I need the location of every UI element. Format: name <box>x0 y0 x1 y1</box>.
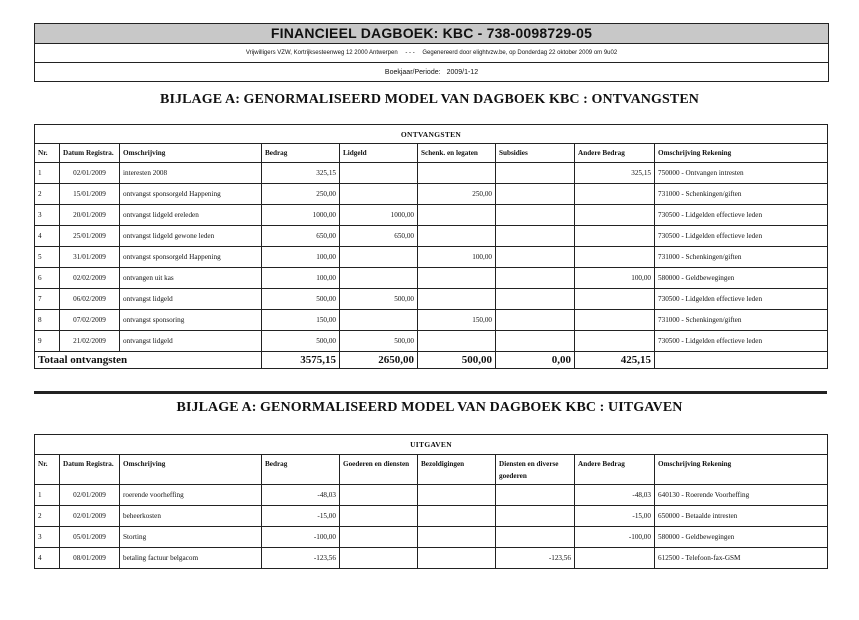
table-cell: -100,00 <box>575 527 655 548</box>
table-cell <box>575 247 655 268</box>
table-cell <box>418 331 496 352</box>
col-header: Omschrijving <box>120 455 262 485</box>
table-cell: 730500 - Lidgelden effectieve leden <box>655 226 828 247</box>
income-total-bedrag: 3575,15 <box>262 352 340 369</box>
table-cell: 325,15 <box>575 163 655 184</box>
table-cell: 20/01/2009 <box>60 205 120 226</box>
table-cell: 612500 - Telefoon-fax-GSM <box>655 548 828 569</box>
table-cell <box>496 226 575 247</box>
col-header: Datum Registra. <box>60 144 120 163</box>
table-cell: 05/01/2009 <box>60 527 120 548</box>
table-cell: 325,15 <box>262 163 340 184</box>
table-cell: 02/02/2009 <box>60 268 120 289</box>
table-cell: -48,03 <box>575 485 655 506</box>
income-total-subsidies: 0,00 <box>496 352 575 369</box>
table-cell <box>496 485 575 506</box>
table-cell: 731000 - Schenkingen/giften <box>655 247 828 268</box>
table-cell: -123,56 <box>496 548 575 569</box>
table-cell: 150,00 <box>262 310 340 331</box>
table-cell <box>496 506 575 527</box>
table-cell <box>575 548 655 569</box>
table-cell: 500,00 <box>262 289 340 310</box>
table-cell: 15/01/2009 <box>60 184 120 205</box>
table-cell: 100,00 <box>262 247 340 268</box>
table-cell: 7 <box>35 289 60 310</box>
table-cell: -15,00 <box>262 506 340 527</box>
table-cell <box>496 331 575 352</box>
income-row <box>35 310 828 331</box>
period-label: Boekjaar/Periode: <box>384 69 441 76</box>
col-header: Nr. <box>35 455 60 485</box>
table-cell: ontvangst lidgeld gewone leden <box>120 226 262 247</box>
table-cell: 750000 - Ontvangen intresten <box>655 163 828 184</box>
table-cell <box>418 506 496 527</box>
income-row <box>35 205 828 226</box>
income-row <box>35 268 828 289</box>
table-cell <box>575 226 655 247</box>
col-header: Omschrijving <box>120 144 262 163</box>
expenses-table <box>34 434 828 569</box>
col-header: Datum Registra. <box>60 455 120 485</box>
table-cell: ontvangst sponsorgeld Happening <box>120 184 262 205</box>
table-cell: 150,00 <box>418 310 496 331</box>
table-cell <box>496 184 575 205</box>
table-cell <box>340 163 418 184</box>
table-cell: 731000 - Schenkingen/giften <box>655 184 828 205</box>
table-cell: 730500 - Lidgelden effectieve leden <box>655 205 828 226</box>
table-cell <box>575 331 655 352</box>
table-cell: 250,00 <box>418 184 496 205</box>
income-section-title: BIJLAGE A: GENORMALISEERD MODEL VAN DAGBOEK KBC : ONTVANGSTEN <box>160 92 699 107</box>
table-cell: 731000 - Schenkingen/giften <box>655 310 828 331</box>
income-total-schenk: 500,00 <box>418 352 496 369</box>
table-cell: 08/01/2009 <box>60 548 120 569</box>
income-total-lidgeld: 2650,00 <box>340 352 418 369</box>
expenses-section-title: BIJLAGE A: GENORMALISEERD MODEL VAN DAGBOEK KBC : UITGAVEN <box>176 400 683 415</box>
table-cell <box>496 247 575 268</box>
table-cell: 31/01/2009 <box>60 247 120 268</box>
income-caption: ONTVANGSTEN <box>35 125 828 144</box>
table-cell <box>575 205 655 226</box>
table-cell <box>340 527 418 548</box>
table-cell: 500,00 <box>340 289 418 310</box>
table-cell: beheerkosten <box>120 506 262 527</box>
table-cell: 02/01/2009 <box>60 485 120 506</box>
table-cell <box>418 485 496 506</box>
table-cell: 640130 - Roerende Voorheffing <box>655 485 828 506</box>
table-cell: 3 <box>35 205 60 226</box>
table-cell: 650,00 <box>340 226 418 247</box>
table-cell: 1 <box>35 163 60 184</box>
col-header: Goederen en diensten <box>340 455 418 485</box>
table-cell <box>340 247 418 268</box>
table-cell <box>575 310 655 331</box>
table-cell: 650000 - Betaalde intresten <box>655 506 828 527</box>
table-cell: betaling factuur belgacom <box>120 548 262 569</box>
expense-row <box>35 548 828 569</box>
income-total-empty <box>655 352 828 369</box>
table-cell: 730500 - Lidgelden effectieve leden <box>655 331 828 352</box>
table-cell <box>340 268 418 289</box>
table-cell <box>575 289 655 310</box>
income-row <box>35 163 828 184</box>
table-cell: 100,00 <box>575 268 655 289</box>
income-total-andere: 425,15 <box>575 352 655 369</box>
table-cell: -100,00 <box>262 527 340 548</box>
table-cell <box>496 268 575 289</box>
table-cell: interesten 2008 <box>120 163 262 184</box>
table-cell <box>340 548 418 569</box>
col-header: Schenk. en legaten <box>418 144 496 163</box>
table-cell: 02/01/2009 <box>60 506 120 527</box>
section-divider <box>34 391 827 394</box>
table-cell: 6 <box>35 268 60 289</box>
table-cell: roerende voorheffing <box>120 485 262 506</box>
col-header: Diensten en diverse goederen <box>496 455 575 485</box>
table-cell: 1 <box>35 485 60 506</box>
table-cell <box>340 485 418 506</box>
table-cell <box>418 226 496 247</box>
table-cell <box>340 506 418 527</box>
table-cell: ontvangst sponsoring <box>120 310 262 331</box>
table-cell: 07/02/2009 <box>60 310 120 331</box>
table-cell: 8 <box>35 310 60 331</box>
table-cell <box>418 289 496 310</box>
table-cell: 3 <box>35 527 60 548</box>
table-cell: 730500 - Lidgelden effectieve leden <box>655 289 828 310</box>
col-header: Andere Bedrag <box>575 455 655 485</box>
table-cell: 9 <box>35 331 60 352</box>
table-cell <box>418 268 496 289</box>
table-cell: -123,56 <box>262 548 340 569</box>
table-cell: 2 <box>35 184 60 205</box>
org-address: Vrijwilligers VZW, Kortrijksesteenweg 12 2000 Antwerpen <box>245 50 398 56</box>
income-total-label: Totaal ontvangsten <box>35 352 262 369</box>
table-cell: 580000 - Geldbewegingen <box>655 268 828 289</box>
col-header: Bedrag <box>262 144 340 163</box>
table-cell <box>340 310 418 331</box>
journal-subtitle <box>35 44 828 63</box>
col-header: Andere Bedrag <box>575 144 655 163</box>
table-cell: ontvangen uit kas <box>120 268 262 289</box>
table-cell: -48,03 <box>262 485 340 506</box>
income-table <box>34 124 828 369</box>
col-header: Lidgeld <box>340 144 418 163</box>
col-header: Omschrijving Rekening <box>655 455 828 485</box>
table-cell: 100,00 <box>262 268 340 289</box>
table-cell <box>496 289 575 310</box>
table-cell: 650,00 <box>262 226 340 247</box>
table-cell <box>496 310 575 331</box>
table-cell: 4 <box>35 548 60 569</box>
table-cell: ontvangst lidgeld ereleden <box>120 205 262 226</box>
expense-row <box>35 527 828 548</box>
table-cell: -15,00 <box>575 506 655 527</box>
table-cell: 1000,00 <box>340 205 418 226</box>
table-cell: ontvangst lidgeld <box>120 331 262 352</box>
table-cell <box>418 163 496 184</box>
col-header: Omschrijving Rekening <box>655 144 828 163</box>
col-header: Subsidies <box>496 144 575 163</box>
table-cell: 250,00 <box>262 184 340 205</box>
table-cell <box>575 184 655 205</box>
table-cell <box>340 184 418 205</box>
income-row <box>35 184 828 205</box>
income-row <box>35 247 828 268</box>
table-cell: 580000 - Geldbewegingen <box>655 527 828 548</box>
period-value: 2009/1-12 <box>446 69 479 76</box>
table-cell <box>418 205 496 226</box>
table-cell <box>496 205 575 226</box>
table-cell: 25/01/2009 <box>60 226 120 247</box>
expense-row <box>35 506 828 527</box>
table-cell <box>418 548 496 569</box>
table-cell: Storting <box>120 527 262 548</box>
table-cell: ontvangst lidgeld <box>120 289 262 310</box>
period-line <box>35 63 828 82</box>
table-cell: 06/02/2009 <box>60 289 120 310</box>
table-cell: 100,00 <box>418 247 496 268</box>
table-cell: 1000,00 <box>262 205 340 226</box>
table-cell: 500,00 <box>340 331 418 352</box>
journal-header <box>34 23 829 82</box>
table-cell: ontvangst sponsorgeld Happening <box>120 247 262 268</box>
table-cell: 500,00 <box>262 331 340 352</box>
income-row <box>35 226 828 247</box>
table-cell: 21/02/2009 <box>60 331 120 352</box>
table-cell <box>496 163 575 184</box>
table-cell: 02/01/2009 <box>60 163 120 184</box>
subtitle-separator: - - - <box>405 50 415 56</box>
col-header: Nr. <box>35 144 60 163</box>
expense-row <box>35 485 828 506</box>
table-cell: 5 <box>35 247 60 268</box>
table-cell: 2 <box>35 506 60 527</box>
generated-note: Gegenereerd door elightvzw.be, op Donderdag 22 oktober 2009 om 9u02 <box>422 50 618 56</box>
table-cell <box>418 527 496 548</box>
table-cell <box>496 527 575 548</box>
col-header: Bezoldigingen <box>418 455 496 485</box>
col-header: Bedrag <box>262 455 340 485</box>
table-cell: 4 <box>35 226 60 247</box>
journal-title: FINANCIEEL DAGBOEK: KBC - 738-0098729-05 <box>35 24 828 44</box>
expenses-caption: UITGAVEN <box>35 435 828 455</box>
income-row <box>35 331 828 352</box>
income-row <box>35 289 828 310</box>
